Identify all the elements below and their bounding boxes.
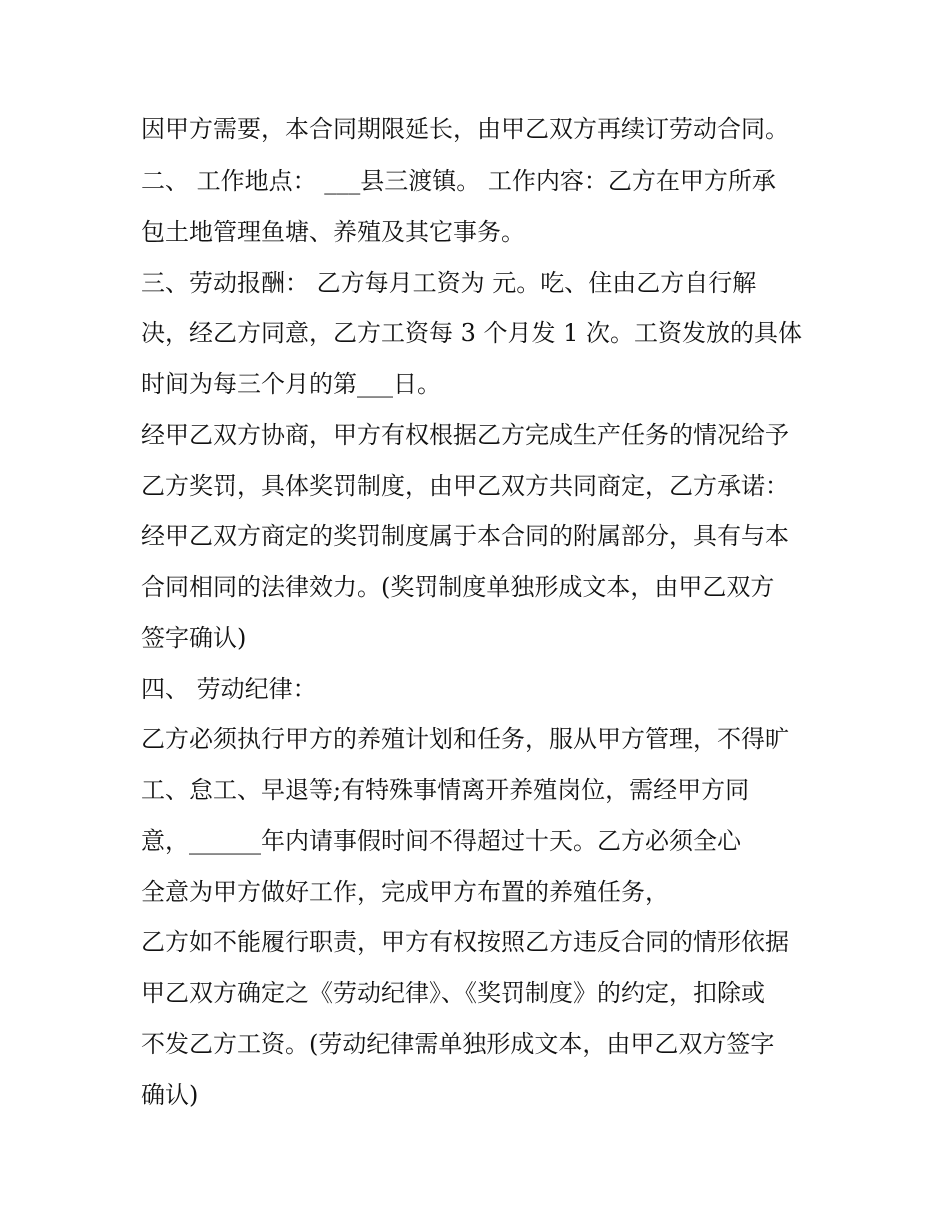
text-line: 乙方必须执行甲方的养殖计划和任务，服从甲方管理，不得旷	[141, 725, 789, 753]
text-line: 乙方如不能履行职责，甲方有权按照乙方违反合同的情形依据	[141, 928, 789, 956]
text-line: 合同相同的法律效力。(奖罚制度单独形成文本，由甲乙双方	[141, 573, 775, 601]
text-line: 三、劳动报酬： 乙方每月工资为 元。吃、住由乙方自行解	[141, 269, 757, 297]
text-line: 经甲乙双方商定的奖罚制度属于本合同的附属部分，具有与本	[141, 522, 789, 550]
text-line: 全意为甲方做好工作，完成甲方布置的养殖任务，	[141, 878, 669, 906]
text-line: 确认)	[141, 1081, 199, 1109]
text-line: 决，经乙方同意，乙方工资每 3 个月发 1 次。工资发放的具体	[141, 319, 803, 347]
text-line: 经甲乙双方协商，甲方有权根据乙方完成生产任务的情况给予	[141, 421, 789, 449]
section-heading: 四、 劳动纪律：	[141, 675, 317, 703]
text-line: 签字确认)	[141, 624, 247, 652]
text-line: 不发乙方工资。(劳动纪律需单独形成文本，由甲乙双方签字	[141, 1030, 775, 1058]
text-line: 乙方奖罚，具体奖罚制度，由甲乙双方共同商定，乙方承诺：	[141, 472, 789, 500]
text-line: 甲乙双方确定之《劳动纪律》、《奖罚制度》的约定，扣除或	[141, 979, 765, 1007]
text-line: 工、怠工、早退等;有特殊事情离开养殖岗位，需经甲方同	[141, 776, 750, 804]
text-line: 时间为每三个月的第___日。	[141, 370, 441, 398]
text-line: 二、 工作地点： ___县三渡镇。 工作内容：乙方在甲方所承	[141, 167, 776, 195]
text-line: 包土地管理鱼塘、养殖及其它事务。	[141, 218, 525, 246]
text-line: 因甲方需要，本合同期限延长，由甲乙双方再续订劳动合同。	[141, 115, 789, 143]
text-line: 意，______年内请事假时间不得超过十天。乙方必须全心	[141, 827, 741, 855]
